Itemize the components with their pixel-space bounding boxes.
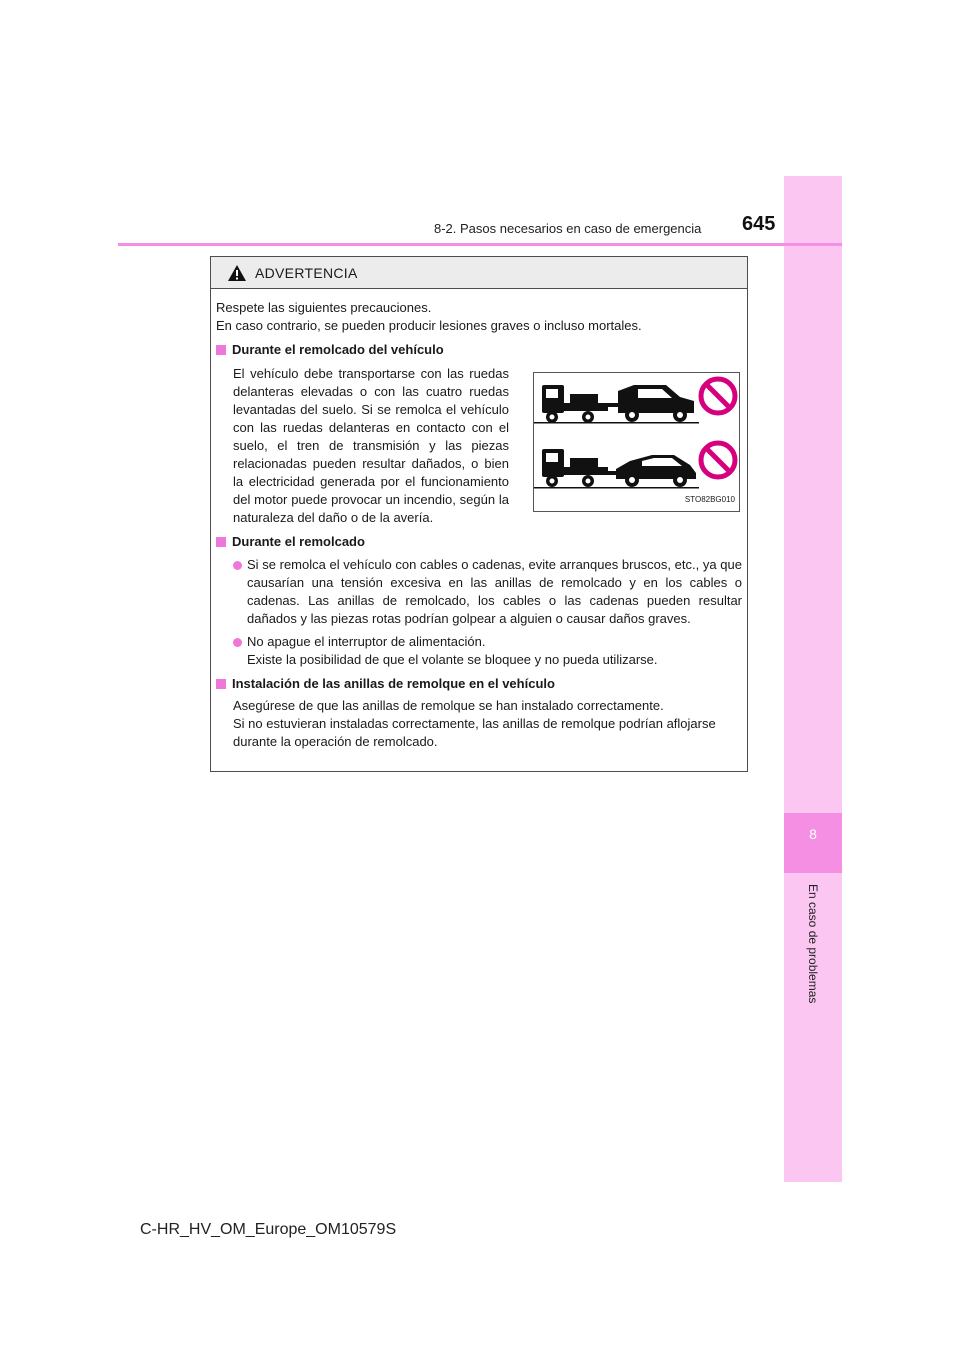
- header-rule: [118, 243, 842, 246]
- intro-line: En caso contrario, se pueden producir lesiones graves o incluso mortales.: [216, 318, 642, 333]
- list-item-text: No apague el interruptor de alimentación.: [247, 634, 486, 649]
- subsection-heading-text: Durante el remolcado: [232, 534, 365, 549]
- section-line: Asegúrese de que las anillas de remolque se han instalado correctamente.: [233, 698, 664, 713]
- warning-title: ADVERTENCIA: [255, 264, 358, 281]
- warning-box: [210, 256, 748, 772]
- list-item-text: Existe la posibilidad de que el volante se bloquee y no pueda utilizarse.: [247, 652, 658, 667]
- prohibited-icon: [701, 379, 735, 413]
- list-item: [216, 556, 742, 628]
- square-bullet-icon: [216, 537, 226, 547]
- square-bullet-icon: [216, 679, 226, 689]
- subsection-heading-text: Durante el remolcado del vehículo: [232, 342, 444, 357]
- chapter-number: 8: [809, 826, 817, 842]
- list-item-text: Si se remolca el vehículo con cables o cadenas, evite arranques bruscos, etc., ya que causarían una tensión excesiva en las anillas de remolcado y en los cables o cadenas. Las anillas de remolcado, los cables o las cadenas pueden resultar dañados y las piezas rotas podrían golpear a alguien o causar daños graves.: [247, 557, 742, 626]
- chapter-title: En caso de problemas: [806, 884, 820, 1004]
- towing-illustration: [533, 372, 740, 512]
- chapter-side-tab: [784, 176, 842, 1182]
- subsection-heading: [216, 341, 742, 359]
- section-text: [216, 697, 742, 751]
- subsection-heading-text: Instalación de las anillas de remolque en el vehículo: [232, 676, 555, 691]
- prohibited-icon: [701, 443, 735, 477]
- square-bullet-icon: [216, 345, 226, 355]
- figure-code: STO82BG010: [684, 495, 735, 504]
- towing-paragraph: El vehículo debe transportarse con las ruedas delanteras elevadas o con las cuatro ruedas levantadas del suelo. Si se remolca el vehículo con las ruedas delanteras en contacto con el suelo, el tren de transmisión y las piezas relacionadas pueden resultar dañados, o bien la electricidad generada por el funcionamiento del motor puede provocar un incendio, según la naturaleza del daño o de la avería.: [233, 366, 509, 525]
- page-number: 645: [742, 213, 776, 235]
- document-id: C-HR_HV_OM_Europe_OM10579S: [140, 1221, 397, 1238]
- warning-content: [216, 299, 742, 751]
- chapter-tab-active[interactable]: [784, 813, 842, 873]
- section-line: Si no estuvieran instaladas correctamente, las anillas de remolque podrían aflojarse durante la operación de remolcado.: [233, 716, 716, 749]
- tow-truck-illustration: [534, 373, 739, 497]
- section-title: 8-2. Pasos necesarios en caso de emergencia: [434, 221, 702, 236]
- subsection-heading: [216, 533, 742, 551]
- list-item: [216, 633, 742, 669]
- intro-line: Respete las siguientes precauciones.: [216, 300, 432, 315]
- subsection-heading: [216, 675, 742, 693]
- round-bullet-icon: [233, 638, 242, 647]
- towing-figure-row: [216, 365, 742, 527]
- round-bullet-icon: [233, 561, 242, 570]
- warning-header: [211, 257, 747, 289]
- warning-triangle-icon: [227, 264, 247, 282]
